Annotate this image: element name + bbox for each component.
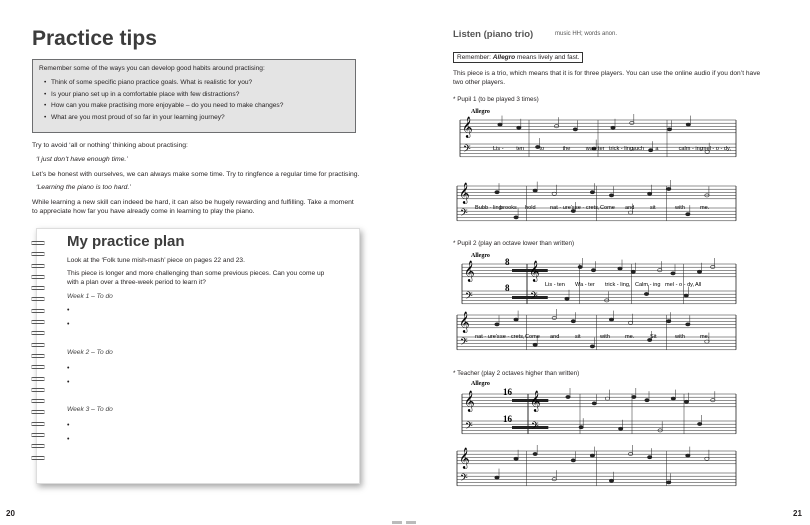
lyric-syllable: ten [516,146,524,152]
right-page [405,0,810,525]
lyric-syllable: All [695,282,702,288]
note [667,481,671,484]
plan-line: Look at the ‘Folk tune mish-mash’ piece on pages 22 and 23. [67,257,245,264]
note [571,459,575,462]
note [618,267,622,270]
intro-text: This piece is a trio, which means that it is for three players. You can use the online audio if you don’t have [453,70,761,77]
lyric-syllable: with [600,334,610,340]
lyric-syllable: Bubb - ling [475,205,502,211]
treble-clef: 𝄞 [464,391,475,412]
plan-title: My practice plan [67,233,185,250]
bass-clef: 𝄢 [465,420,473,434]
lyric-syllable: mel - o - dy, [701,146,731,152]
lyric-syllable: me. [700,205,710,211]
spiral-binding [31,241,45,477]
lyric-syllable: Sit [650,334,657,340]
lyric-syllable: Come [600,205,615,211]
note [495,323,499,326]
lyric-syllable: brooks [500,205,517,211]
pupil1-label: * Pupil 1 (to be played 3 times) [453,96,539,103]
tip-item: • How can you make practising more enjoyable – do you need to make changes? [45,100,350,112]
note [498,123,502,126]
note [533,343,537,346]
note [517,126,521,129]
practice-plan-notebook [36,228,360,484]
note [571,320,575,323]
bass-clef: 𝄢 [460,336,468,350]
week-2-label: Week 2 – To do [67,349,113,356]
note [573,128,577,131]
tip-item: • Think of some specific piano practice goals. What is realistic for you? [45,77,350,89]
quote: ‘Learning the piano is too hard.’ [36,184,131,191]
treble-clef: 𝄞 [462,117,473,138]
note [578,265,582,268]
paragraph: While learning a new skill can indeed be hard, it can also be hugely rewarding and fulfilling. Take a moment [32,199,354,206]
note [628,211,632,214]
note [533,189,537,192]
treble-clef: 𝄞 [530,391,541,412]
lyric-syllable: Calm - ing [635,282,661,288]
note [592,402,596,405]
lyric-syllable: me. [625,334,635,340]
note [686,454,690,457]
note [648,149,652,152]
piece-title: Listen (piano trio) [453,29,534,40]
note [591,269,595,272]
lyric-syllable: and [550,334,560,340]
remember-box: Remember: Allegro means lively and fast. [453,52,583,63]
note [645,399,649,402]
treble-clef: 𝄞 [459,183,470,204]
note [705,457,709,460]
note [671,272,675,275]
note [514,318,518,321]
plan-line: This piece is longer and more challenging than some previous pieces. Can you come up [67,270,325,277]
tips-intro: Remember some of the ways you can develop good habits around practising: [39,65,265,72]
note [609,194,613,197]
bullet: • [67,307,70,314]
lyric-syllable: sit [650,205,656,211]
note [671,397,675,400]
bass-clef: 𝄢 [531,420,539,434]
note [566,395,570,398]
tempo-marking: Allegro [471,253,490,259]
note [644,292,648,295]
lyric-syllable: me. [700,334,710,340]
note [684,400,688,403]
bass-clef: 𝄢 [463,143,471,157]
intro-text: two other players. [453,79,506,86]
note [611,126,615,129]
note [514,457,518,460]
quote: ‘I just don’t have enough time.’ [36,156,128,163]
note [590,191,594,194]
note [686,323,690,326]
teacher-label: * Teacher (play 2 octaves higher than written) [453,370,580,377]
note [647,456,651,459]
bullet: • [67,365,70,372]
treble-clef: 𝄞 [459,312,470,333]
treble-clef: 𝄞 [464,261,475,282]
lyric-syllable: Lis - ten [545,282,565,288]
note [697,422,701,425]
note [697,270,701,273]
lyric-syllable: to [539,146,545,152]
tip-item: • Is your piano set up in a comfortable place with few distractions? [45,89,350,101]
note [609,479,613,482]
note [684,294,688,297]
pupil2-label: * Pupil 2 (play an octave lower than written) [453,240,575,247]
bass-clef: 𝄢 [530,290,538,304]
lyric-syllable: se - crets, [575,205,600,211]
note [667,187,671,190]
multi-rest-count: 16 [503,387,512,397]
note [495,476,499,479]
bass-clef: 𝄢 [465,290,473,304]
note [618,427,622,430]
note [533,452,537,455]
note [667,128,671,131]
note [628,321,632,324]
lyric-syllable: with [675,205,685,211]
note [647,192,651,195]
bullet: • [67,436,70,443]
lyric-syllable: trick - ling, [609,146,635,152]
paragraph: Try to avoid ‘all or nothing’ thinking about practising: [32,142,188,149]
lyric-syllable: nat - ure's [550,205,575,211]
lyric-syllable: nat - ure's [475,334,500,340]
lyric-syllable: trick - ling, [605,282,631,288]
note [590,345,594,348]
multi-rest-count: 16 [503,414,512,424]
note [590,454,594,457]
note [667,320,671,323]
lyric-syllable: wa - ter [585,146,605,152]
lyric-syllable: sit [575,334,581,340]
treble-clef: 𝄞 [529,261,540,282]
note [605,397,609,400]
note [514,216,518,219]
lyric-syllable: mel - o - dy, [665,282,695,288]
week-1-label: Week 1 – To do [67,293,113,300]
tips-box [32,59,356,133]
lyric-syllable: the [562,146,571,152]
page-number: 20 [6,509,15,518]
plan-line: with a plan over a three-week period to learn it? [67,279,206,286]
lyric-syllable: and [625,205,635,211]
lyric-syllable: calm - ing [678,146,703,152]
lyric-syllable: with [675,334,685,340]
bass-clef: 𝄢 [460,472,468,486]
music-score [405,0,810,525]
note [705,340,709,343]
paragraph: to appreciate how far you have already come in learning to play the piano. [32,208,255,215]
multi-rest-count: 8 [505,257,510,267]
bullet: • [67,321,70,328]
piece-credit: music HH; words anon. [555,31,618,37]
tips-list [45,77,350,123]
tip-item: • What are you most proud of so far in your learning journey? [45,112,350,124]
gutter-marks [390,520,420,525]
lyric-syllable: Wa - ter [575,282,595,288]
note [565,297,569,300]
lyric-syllable: hold [525,205,536,211]
week-3-label: Week 3 – To do [67,406,113,413]
note [579,426,583,429]
lyric-syllable: a [655,146,659,152]
page-number: 21 [793,509,802,518]
bass-clef: 𝄢 [460,207,468,221]
note [686,213,690,216]
note [552,192,556,195]
paragraph: Let’s be honest with ourselves, we can always make some time. Try to ringfence a regular time for practising. [32,171,360,178]
lyric-syllable: Lis - [493,146,504,152]
treble-clef: 𝄞 [459,448,470,469]
lyric-syllable: Come [525,334,540,340]
note [609,318,613,321]
tempo-marking: Allegro [471,381,490,387]
tempo-marking: Allegro [471,109,490,115]
bullet: • [67,422,70,429]
page-title: Practice tips [32,27,157,50]
note [495,191,499,194]
multi-rest-count: 8 [505,283,510,293]
note [686,123,690,126]
bullet: • [67,379,70,386]
lyric-syllable: se - crets, [500,334,525,340]
lyric-syllable: such [632,146,645,152]
note [632,395,636,398]
